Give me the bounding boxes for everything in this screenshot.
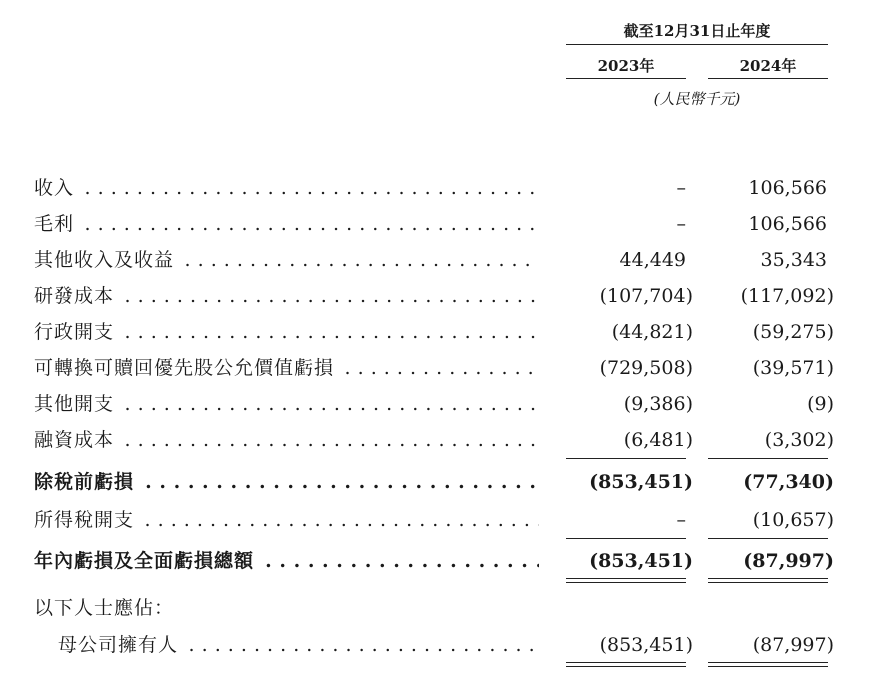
value-2024: (59,275) [752,321,834,343]
row-label: 毛利 . . . [34,206,539,242]
row-label: 融資成本 . . . [34,422,539,458]
value-2024: (39,571) [752,357,834,379]
value-2023: – [676,213,686,235]
row-label: 年內虧損及全面虧損總額 . . . [34,543,539,579]
value-2024: (117,092) [740,285,834,307]
column-header-2023: 2023年 [597,57,655,75]
row-finance-costs [0,422,886,458]
row-fair-value-loss [0,350,886,386]
value-2023: (107,704) [599,285,693,307]
row-attributable-heading [0,590,886,626]
final-double-rule-2023 [566,662,686,667]
value-2024: (77,340) [743,471,834,493]
unit-label: (人民幣千元) [653,90,741,108]
value-2024: (9) [807,393,834,415]
row-label: 其他開支 . . . [34,386,539,422]
row-label: 除稅前虧損 . . . [34,464,539,500]
column-header-2024: 2024年 [739,57,797,75]
row-rd-costs [0,278,886,314]
row-income-tax [0,502,886,538]
row-label: 研發成本 . . . [34,278,539,314]
row-label: 所得稅開支 . . . [34,502,539,538]
total-rule-2024 [708,538,828,539]
total-double-rule-2023 [566,578,686,583]
value-2023: (729,508) [599,357,693,379]
subtotal-rule-2024 [708,458,828,459]
row-revenue [0,170,886,206]
row-total-loss [0,543,886,579]
value-2023: (853,451) [599,634,693,656]
row-other-expenses [0,386,886,422]
row-label: 其他收入及收益 . . . [34,242,539,278]
subtotal-rule-2023 [566,458,686,459]
row-label: 母公司擁有人 . . . [58,627,539,663]
row-loss-before-tax [0,464,886,500]
period-header: 截至12月31日止年度 [623,22,771,40]
total-double-rule-2024 [708,578,828,583]
period-header-rule [566,44,828,45]
row-other-income [0,242,886,278]
final-double-rule-2024 [708,662,828,667]
row-gross-profit [0,206,886,242]
value-2024: (3,302) [764,429,834,451]
column-2023-rule [566,78,686,79]
value-2024: 106,566 [748,213,827,235]
value-2024: (87,997) [752,634,834,656]
row-label: 收入 . . . [34,170,539,206]
value-2023: (6,481) [623,429,693,451]
value-2024: (10,657) [752,509,834,531]
row-label: 可轉換可贖回優先股公允價值虧損 . . . [34,350,539,386]
value-2023: 44,449 [619,249,686,271]
value-2023: (9,386) [623,393,693,415]
row-admin-expenses [0,314,886,350]
row-label: 行政開支 . . . [34,314,539,350]
value-2024: (87,997) [743,550,834,572]
value-2023: (853,451) [589,550,693,572]
value-2024: 35,343 [760,249,827,271]
total-rule-2023 [566,538,686,539]
value-2023: – [676,177,686,199]
row-parent-owners [0,627,886,663]
column-2024-rule [708,78,828,79]
row-label: 以下人士應佔： [34,590,539,626]
value-2023: (853,451) [589,471,693,493]
value-2023: (44,821) [611,321,693,343]
value-2023: – [676,509,686,531]
value-2024: 106,566 [748,177,827,199]
